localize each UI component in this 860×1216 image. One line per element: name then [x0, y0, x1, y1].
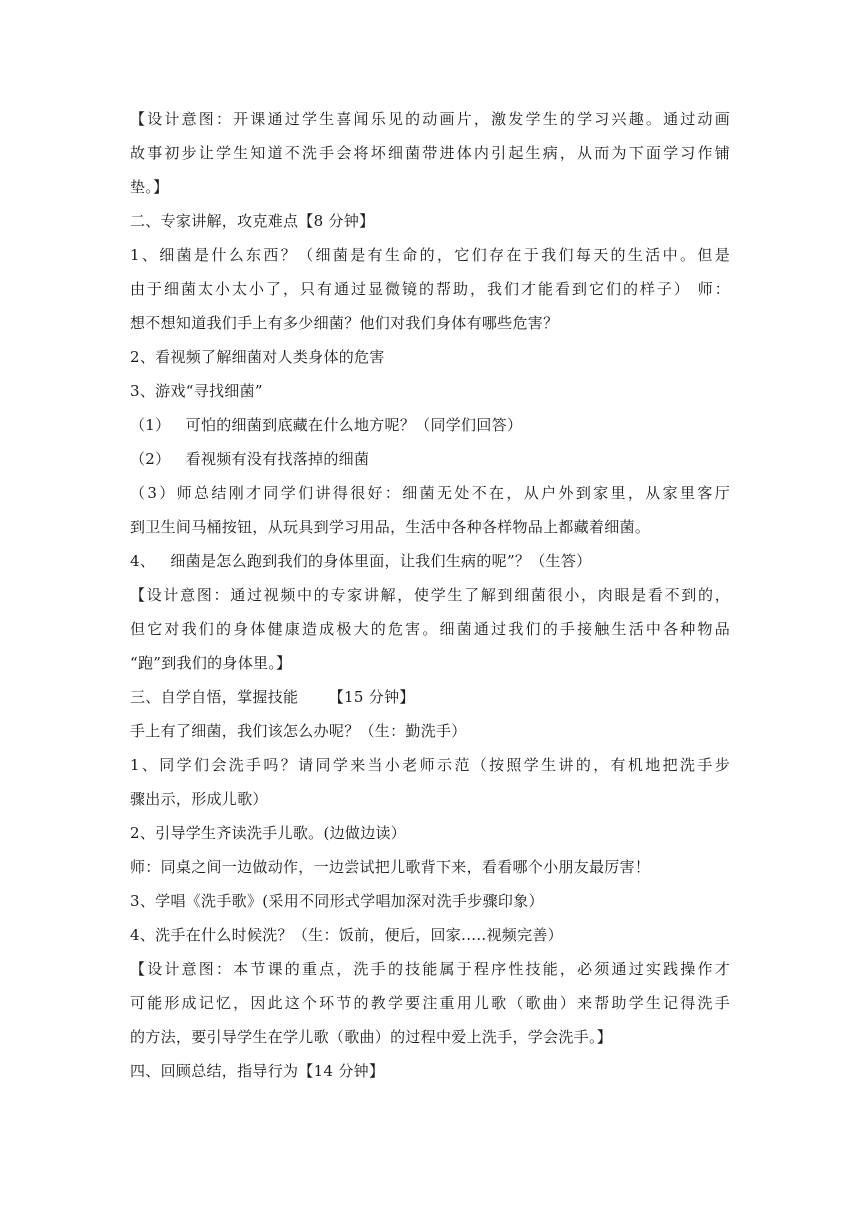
text-line: 但它对我们的身体健康造成极大的危害。细菌通过我们的手接触生活中各种物品: [130, 620, 730, 638]
text-line: 3、游戏“寻找细菌”: [130, 382, 263, 400]
text-line: “跑”到我们的身体里。】: [130, 654, 292, 672]
text-line: 1、细菌是什么东西？（细菌是有生命的，它们存在于我们每天的生活中。但是: [130, 246, 730, 264]
text-line: 手上有了细菌，我们该怎么办呢？（生：勤洗手）: [130, 722, 467, 740]
text-line: 师：同桌之间一边做动作，一边尝试把儿歌背下来，看看哪个小朋友最厉害！: [130, 858, 651, 876]
section-heading: 三、自学自悟，掌握技能 【15 分钟】: [130, 688, 415, 706]
text-line: （1） 可怕的细菌到底藏在什么地方呢？（同学们回答）: [130, 416, 523, 434]
text-line: （3）师总结刚才同学们讲得很好：细菌无处不在，从户外到家里，从家里客厅: [130, 484, 730, 502]
text-line: （2） 看视频有没有找落掉的细菌: [130, 450, 370, 468]
text-line: 4、洗手在什么时候洗？（生：饭前，便后，回家.....视频完善）: [130, 926, 563, 944]
text-line: 的方法，要引导学生在学儿歌（歌曲）的过程中爱上洗手，学会洗手。】: [130, 1028, 613, 1046]
text-line: 3、学唱《洗手歌》(采用不同形式学唱加深对洗手步骤印象）: [130, 892, 544, 910]
text-line: 可能形成记忆，因此这个环节的教学要注重用儿歌（歌曲）来帮助学生记得洗手: [130, 994, 730, 1012]
text-line: 2、看视频了解细菌对人类身体的危害: [130, 348, 385, 366]
text-line: 【设计意图：本节课的重点，洗手的技能属于程序性技能，必须通过实践操作才: [130, 960, 730, 978]
text-line: 4、 细菌是怎么跑到我们的身体里面，让我们生病的呢”？（生答）: [130, 552, 592, 570]
text-line: 故事初步让学生知道不洗手会将坏细菌带进体内引起生病，从而为下面学习作铺: [130, 144, 730, 162]
text-line: 由于细菌太小太小了，只有通过显微镜的帮助，我们才能看到它们的样子） 师：: [130, 280, 730, 298]
text-line: 2、引导学生齐读洗手儿歌。(边做边读）: [130, 824, 407, 842]
document-body: [130, 102, 730, 1088]
text-line: 想不想知道我们手上有多少细菌？他们对我们身体有哪些危害？: [130, 314, 559, 332]
text-line: 【设计意图：开课通过学生喜闻乐见的动画片，激发学生的学习兴趣。通过动画: [130, 110, 730, 128]
text-line: 1、同学们会洗手吗？请同学来当小老师示范（按照学生讲的，有机地把洗手步: [130, 756, 730, 774]
text-line: 【设计意图：通过视频中的专家讲解，使学生了解到细菌很小，肉眼是看不到的，: [130, 586, 730, 604]
text-line: 垫。】: [130, 178, 169, 196]
section-heading: 二、专家讲解，攻克难点【8 分钟】: [130, 212, 375, 230]
section-heading: 四、回顾总结，指导行为【14 分钟】: [130, 1062, 385, 1080]
text-line: 骤出示，形成儿歌）: [130, 790, 268, 808]
text-line: 到卫生间马桶按钮，从玩具到学习用品，生活中各种各样物品上都藏着细菌。: [130, 518, 651, 536]
